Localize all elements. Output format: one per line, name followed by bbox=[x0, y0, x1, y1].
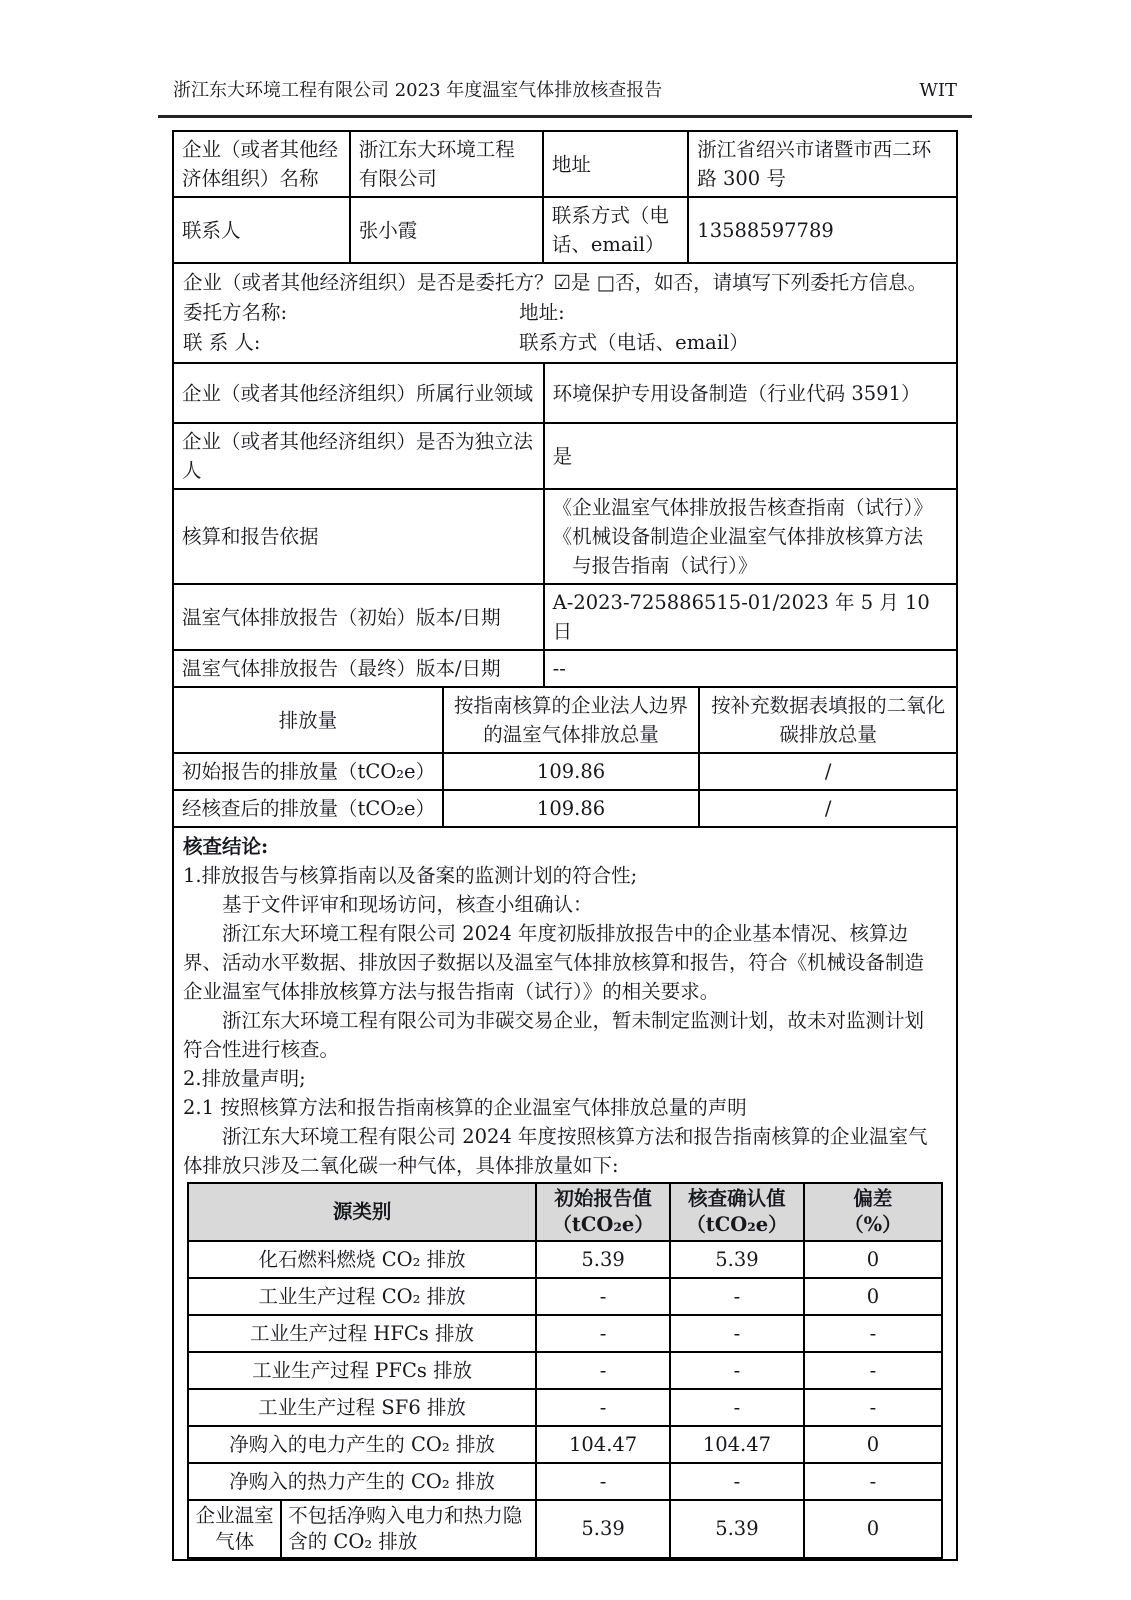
initial-emission-label: 初始报告的排放量（tCO₂e） bbox=[174, 754, 444, 789]
company-name-value: 浙江东大环境工程有限公司 bbox=[351, 132, 544, 196]
conclusion-line: 界、活动水平数据、排放因子数据以及温室气体排放核算和报告，符合《机械设备制造 bbox=[183, 951, 925, 974]
table-row bbox=[174, 364, 956, 424]
conclusion-line: 基于文件评审和现场访问，核查小组确认： bbox=[183, 893, 593, 916]
conclusion-title: 核查结论: bbox=[183, 835, 269, 858]
verified-emission-guideline-total: 109.86 bbox=[444, 791, 700, 826]
contact-method-value: 13588597789 bbox=[697, 218, 834, 242]
group-label: 企业温室气体 bbox=[189, 1501, 282, 1557]
conclusion-line: 浙江东大环境工程有限公司 2024 年度按照核算方法和报告指南核算的企业温室气 bbox=[183, 1125, 928, 1148]
source-row-process-hfcs bbox=[189, 1316, 941, 1353]
table-row bbox=[174, 651, 956, 688]
source-initial: - bbox=[537, 1464, 671, 1499]
source-label: 工业生产过程 HFCs 排放 bbox=[189, 1316, 537, 1351]
source-deviation: 0 bbox=[866, 1432, 880, 1456]
source-label: 工业生产过程 SF6 排放 bbox=[189, 1390, 537, 1425]
client-line3 bbox=[183, 328, 947, 358]
emission-summary-row bbox=[174, 791, 956, 828]
source-initial: 104.47 bbox=[537, 1427, 671, 1462]
group-sublabel: 不包括净购入电力和热力隐含的 CO₂ 排放 bbox=[282, 1501, 537, 1557]
source-verified: - bbox=[671, 1390, 805, 1425]
source-deviation: - bbox=[869, 1395, 877, 1419]
source-table-header bbox=[189, 1184, 941, 1242]
basis-label: 核算和报告依据 bbox=[174, 490, 545, 583]
group-deviation: 0 bbox=[866, 1517, 880, 1540]
source-row-purchased-electricity bbox=[189, 1427, 941, 1464]
source-header-initial-line2: （tCO₂e） bbox=[552, 1213, 654, 1236]
initial-version-value: A-2023-725886515-01/2023 年 5 月 10 日 bbox=[552, 591, 930, 643]
legal-entity-label: 企业（或者其他经济组织）是否为独立法人 bbox=[174, 424, 545, 488]
emission-col3-header: 按补充数据表填报的二氧化碳排放总量 bbox=[711, 694, 946, 746]
source-row-process-co2 bbox=[189, 1279, 941, 1316]
source-header-category: 源类别 bbox=[189, 1184, 537, 1240]
source-verified: - bbox=[671, 1353, 805, 1388]
conclusion-line: 1.排放报告与核算指南以及备案的监测计划的符合性; bbox=[183, 864, 638, 887]
source-deviation: 0 bbox=[866, 1247, 880, 1271]
source-deviation: 0 bbox=[866, 1284, 880, 1308]
source-verified: 104.47 bbox=[671, 1427, 805, 1462]
source-verified: - bbox=[671, 1316, 805, 1351]
table-row bbox=[174, 132, 956, 198]
client-name-label: 委托方名称: bbox=[183, 301, 288, 324]
conclusion-line: 浙江东大环境工程有限公司 2024 年度初版排放报告中的企业基本情况、核算边 bbox=[183, 922, 909, 945]
initial-emission-supplementary-total: / bbox=[824, 760, 832, 783]
source-header-verified-line1: 核查确认值 bbox=[688, 1187, 786, 1210]
emission-summary-header-row bbox=[174, 688, 956, 754]
conclusion-line: 2.1 按照核算方法和报告指南核算的企业温室气体排放总量的声明 bbox=[183, 1096, 747, 1119]
group-verified: 5.39 bbox=[671, 1501, 805, 1557]
conclusion-line: 浙江东大环境工程有限公司为非碳交易企业，暂未制定监测计划，故未对监测计划 bbox=[183, 1009, 925, 1032]
basis-line-1: 《企业温室气体排放报告核查指南（试行）》 bbox=[552, 496, 933, 519]
source-initial: - bbox=[537, 1353, 671, 1388]
source-deviation: - bbox=[869, 1469, 877, 1493]
page-content bbox=[172, 80, 958, 1561]
header-divider bbox=[158, 115, 972, 118]
source-initial: - bbox=[537, 1316, 671, 1351]
initial-version-label: 温室气体排放报告（初始）版本/日期 bbox=[174, 585, 545, 649]
source-header-verified bbox=[671, 1184, 805, 1240]
address-value: 浙江省绍兴市诸暨市西二环路 300 号 bbox=[697, 138, 932, 190]
source-row-process-sf6 bbox=[189, 1390, 941, 1427]
final-version-label: 温室气体排放报告（最终）版本/日期 bbox=[174, 651, 545, 686]
doc-logo: WIT bbox=[919, 80, 957, 101]
initial-emission-guideline-total: 109.86 bbox=[444, 754, 700, 789]
source-header-initial-line1: 初始报告值 bbox=[554, 1187, 652, 1210]
basis-line-3: 与报告指南（试行）》 bbox=[552, 554, 758, 577]
client-address-label: 地址: bbox=[519, 301, 565, 324]
company-name-label: 企业（或者其他经济体组织）名称 bbox=[174, 132, 351, 196]
conclusion-cell bbox=[174, 828, 956, 1559]
conclusion-line: 2.排放量声明; bbox=[183, 1067, 306, 1090]
table-row bbox=[174, 490, 956, 585]
main-table bbox=[172, 130, 958, 1561]
source-initial: 5.39 bbox=[537, 1242, 671, 1277]
client-contact-label: 联系方式（电话、email） bbox=[519, 331, 749, 354]
client-person-label: 联 系 人: bbox=[183, 331, 261, 354]
source-header-verified-line2: （tCO₂e） bbox=[686, 1213, 788, 1236]
client-info-cell bbox=[174, 264, 956, 362]
table-row bbox=[174, 424, 956, 490]
address-label: 地址 bbox=[544, 132, 689, 196]
final-version-value: -- bbox=[552, 657, 566, 680]
legal-entity-value: 是 bbox=[552, 444, 573, 468]
contact-value: 张小霞 bbox=[351, 198, 544, 262]
source-label: 工业生产过程 PFCs 排放 bbox=[189, 1353, 537, 1388]
table-row bbox=[174, 198, 956, 264]
source-category-table bbox=[187, 1182, 943, 1559]
industry-label: 企业（或者其他经济组织）所属行业领域 bbox=[174, 364, 545, 422]
source-verified: - bbox=[671, 1279, 805, 1314]
client-info-row bbox=[174, 264, 956, 364]
source-verified: - bbox=[671, 1464, 805, 1499]
conclusion-line: 符合性进行核查。 bbox=[183, 1038, 340, 1061]
source-deviation: - bbox=[869, 1358, 877, 1382]
verified-emission-supplementary-total: / bbox=[824, 797, 832, 820]
source-row-purchased-heat bbox=[189, 1464, 941, 1501]
doc-title: 浙江东大环境工程有限公司 2023 年度温室气体排放核查报告 bbox=[173, 80, 663, 101]
group-initial: 5.39 bbox=[537, 1501, 671, 1557]
source-row-process-pfcs bbox=[189, 1353, 941, 1390]
source-label: 净购入的电力产生的 CO₂ 排放 bbox=[189, 1427, 537, 1462]
source-initial: - bbox=[537, 1279, 671, 1314]
industry-value: 环境保护专用设备制造（行业代码 3591） bbox=[552, 381, 921, 405]
client-question: 企业（或者其他经济组织）是否是委托方？☑是 □否，如否，请填写下列委托方信息。 bbox=[183, 271, 928, 294]
emission-col1-header: 排放量 bbox=[174, 688, 444, 752]
emission-col2-header: 按指南核算的企业法人边界的温室气体排放总量 bbox=[444, 688, 700, 752]
table-row bbox=[174, 585, 956, 651]
source-row-total-group bbox=[189, 1501, 941, 1557]
source-header-initial bbox=[537, 1184, 671, 1240]
emission-summary-row bbox=[174, 754, 956, 791]
contact-method-label: 联系方式（电话、email） bbox=[544, 198, 689, 262]
source-row-fossil-fuel bbox=[189, 1242, 941, 1279]
running-header bbox=[172, 80, 958, 102]
basis-line-2: 《机械设备制造企业温室气体排放核算方法 bbox=[552, 525, 924, 548]
source-header-deviation-line2: （%） bbox=[844, 1213, 902, 1236]
source-header-deviation bbox=[805, 1184, 941, 1240]
verified-emission-label: 经核查后的排放量（tCO₂e） bbox=[174, 791, 444, 826]
source-header-deviation-line1: 偏差 bbox=[853, 1187, 893, 1210]
contact-label: 联系人 bbox=[174, 198, 351, 262]
source-verified: 5.39 bbox=[671, 1242, 805, 1277]
conclusion-row bbox=[174, 828, 956, 1559]
source-label: 工业生产过程 CO₂ 排放 bbox=[189, 1279, 537, 1314]
source-deviation: - bbox=[869, 1321, 877, 1345]
source-label: 化石燃料燃烧 CO₂ 排放 bbox=[189, 1242, 537, 1277]
client-line2 bbox=[183, 298, 947, 328]
source-label: 净购入的热力产生的 CO₂ 排放 bbox=[189, 1464, 537, 1499]
source-initial: - bbox=[537, 1390, 671, 1425]
conclusion-line: 体排放只涉及二氧化碳一种气体，具体排放量如下: bbox=[183, 1154, 619, 1177]
conclusion-line: 企业温室气体排放核算方法与报告指南（试行）》的相关要求。 bbox=[183, 980, 720, 1003]
basis-value bbox=[545, 490, 956, 583]
